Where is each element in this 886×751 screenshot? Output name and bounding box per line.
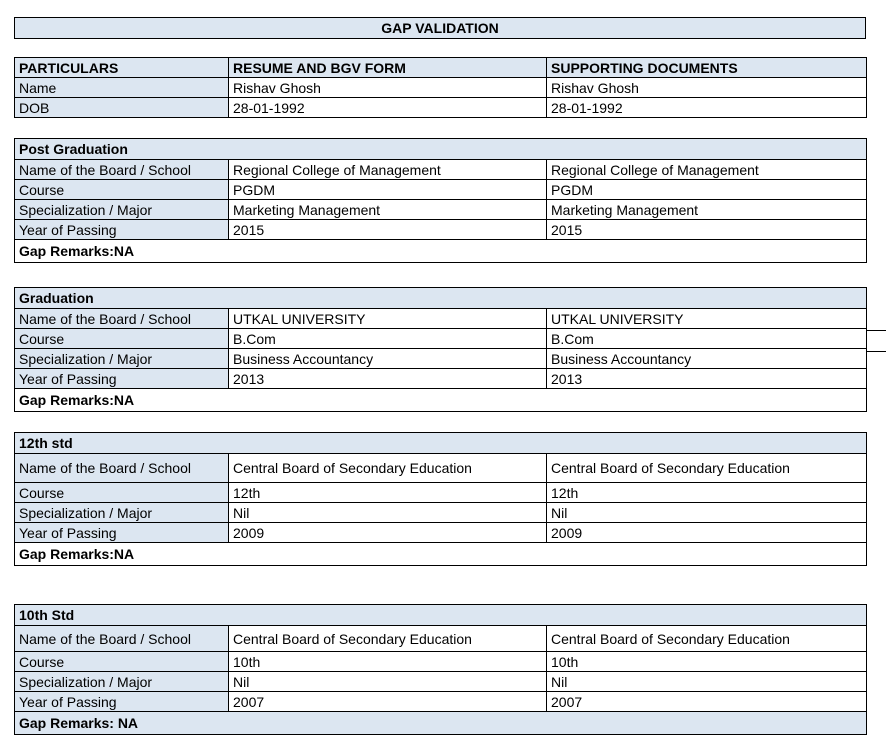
section-header-row	[15, 288, 867, 309]
table-row	[15, 98, 867, 118]
table-row	[15, 523, 867, 543]
row-label: Year of Passing	[15, 692, 229, 712]
column-header-resume: RESUME AND BGV FORM	[229, 58, 547, 78]
title-table	[14, 17, 866, 39]
supporting-value: 2013	[547, 369, 867, 389]
table-row	[15, 672, 867, 692]
stray-gridline	[866, 330, 886, 331]
resume-value: Central Board of Secondary Education	[229, 626, 547, 652]
supporting-value: Central Board of Secondary Education	[547, 626, 867, 652]
table-row	[15, 180, 867, 200]
supporting-value: Business Accountancy	[547, 349, 867, 369]
table-row	[15, 692, 867, 712]
section-table-12th-std	[14, 432, 867, 566]
row-label: Year of Passing	[15, 523, 229, 543]
stray-gridline	[866, 351, 886, 352]
resume-value: 12th	[229, 483, 547, 503]
supporting-value: 28-01-1992	[547, 98, 867, 118]
resume-value: 2009	[229, 523, 547, 543]
section-title: 12th std	[15, 433, 867, 454]
resume-value: Nil	[229, 503, 547, 523]
table-row	[15, 369, 867, 389]
table-row	[15, 200, 867, 220]
section-title: Post Graduation	[15, 139, 867, 160]
row-label: Name	[15, 78, 229, 98]
graduation-section-wrapper	[14, 287, 866, 412]
supporting-value: 10th	[547, 652, 867, 672]
column-header-supporting: SUPPORTING DOCUMENTS	[547, 58, 867, 78]
row-label: Year of Passing	[15, 369, 229, 389]
row-label: Specialization / Major	[15, 200, 229, 220]
gap-remarks-row	[15, 712, 867, 735]
table-row	[15, 78, 867, 98]
supporting-value: 2009	[547, 523, 867, 543]
resume-value: Regional College of Management	[229, 160, 547, 180]
table-row	[15, 160, 867, 180]
resume-value: B.Com	[229, 329, 547, 349]
supporting-value: PGDM	[547, 180, 867, 200]
section-header-row	[15, 139, 867, 160]
supporting-value: Central Board of Secondary Education	[547, 454, 867, 483]
section-header-row	[15, 433, 867, 454]
table-row	[15, 626, 867, 652]
resume-value: PGDM	[229, 180, 547, 200]
table-row	[15, 349, 867, 369]
row-label: Course	[15, 329, 229, 349]
table-row	[15, 652, 867, 672]
row-label: Year of Passing	[15, 220, 229, 240]
resume-value: 2013	[229, 369, 547, 389]
resume-value: Central Board of Secondary Education	[229, 454, 547, 483]
supporting-value: Regional College of Management	[547, 160, 867, 180]
table-row	[15, 483, 867, 503]
supporting-value: Marketing Management	[547, 200, 867, 220]
resume-value: Business Accountancy	[229, 349, 547, 369]
section-table-10th-std	[14, 604, 867, 735]
row-label: Course	[15, 483, 229, 503]
section-title: 10th Std	[15, 605, 867, 626]
supporting-value: 12th	[547, 483, 867, 503]
table-row	[15, 454, 867, 483]
gap-remarks: Gap Remarks:NA	[15, 240, 867, 263]
supporting-value: 2007	[547, 692, 867, 712]
row-label: Course	[15, 180, 229, 200]
resume-value: Marketing Management	[229, 200, 547, 220]
section-title: Graduation	[15, 288, 867, 309]
table-row	[15, 309, 867, 329]
resume-value: 10th	[229, 652, 547, 672]
supporting-value: 2015	[547, 220, 867, 240]
row-label: Specialization / Major	[15, 349, 229, 369]
table-row	[15, 503, 867, 523]
row-label: Name of the Board / School	[15, 626, 229, 652]
gap-remarks: Gap Remarks:NA	[15, 389, 867, 412]
resume-value: 2007	[229, 692, 547, 712]
section-table-post-graduation	[14, 138, 867, 263]
title-row	[15, 18, 866, 39]
row-label: Name of the Board / School	[15, 309, 229, 329]
row-label: Name of the Board / School	[15, 160, 229, 180]
row-label: DOB	[15, 98, 229, 118]
gap-validation-document	[14, 17, 866, 735]
supporting-value: Rishav Ghosh	[547, 78, 867, 98]
row-label: Name of the Board / School	[15, 454, 229, 483]
gap-remarks: Gap Remarks:NA	[15, 543, 867, 566]
row-label: Specialization / Major	[15, 503, 229, 523]
resume-value: Rishav Ghosh	[229, 78, 547, 98]
resume-value: Nil	[229, 672, 547, 692]
resume-value: 28-01-1992	[229, 98, 547, 118]
gap-remarks-row	[15, 543, 867, 566]
supporting-value: Nil	[547, 672, 867, 692]
row-label: Course	[15, 652, 229, 672]
gap-remarks-row	[15, 240, 867, 263]
table-row	[15, 220, 867, 240]
resume-value: UTKAL UNIVERSITY	[229, 309, 547, 329]
page-title: GAP VALIDATION	[15, 18, 866, 39]
section-header-row	[15, 605, 867, 626]
gap-remarks-row	[15, 389, 867, 412]
gap-remarks: Gap Remarks: NA	[15, 712, 867, 735]
summary-table	[14, 57, 867, 118]
table-row	[15, 329, 867, 349]
resume-value: 2015	[229, 220, 547, 240]
supporting-value: UTKAL UNIVERSITY	[547, 309, 867, 329]
summary-header-row	[15, 58, 867, 78]
supporting-value: Nil	[547, 503, 867, 523]
row-label: Specialization / Major	[15, 672, 229, 692]
section-table-graduation	[14, 287, 867, 412]
column-header-particulars: PARTICULARS	[15, 58, 229, 78]
supporting-value: B.Com	[547, 329, 867, 349]
